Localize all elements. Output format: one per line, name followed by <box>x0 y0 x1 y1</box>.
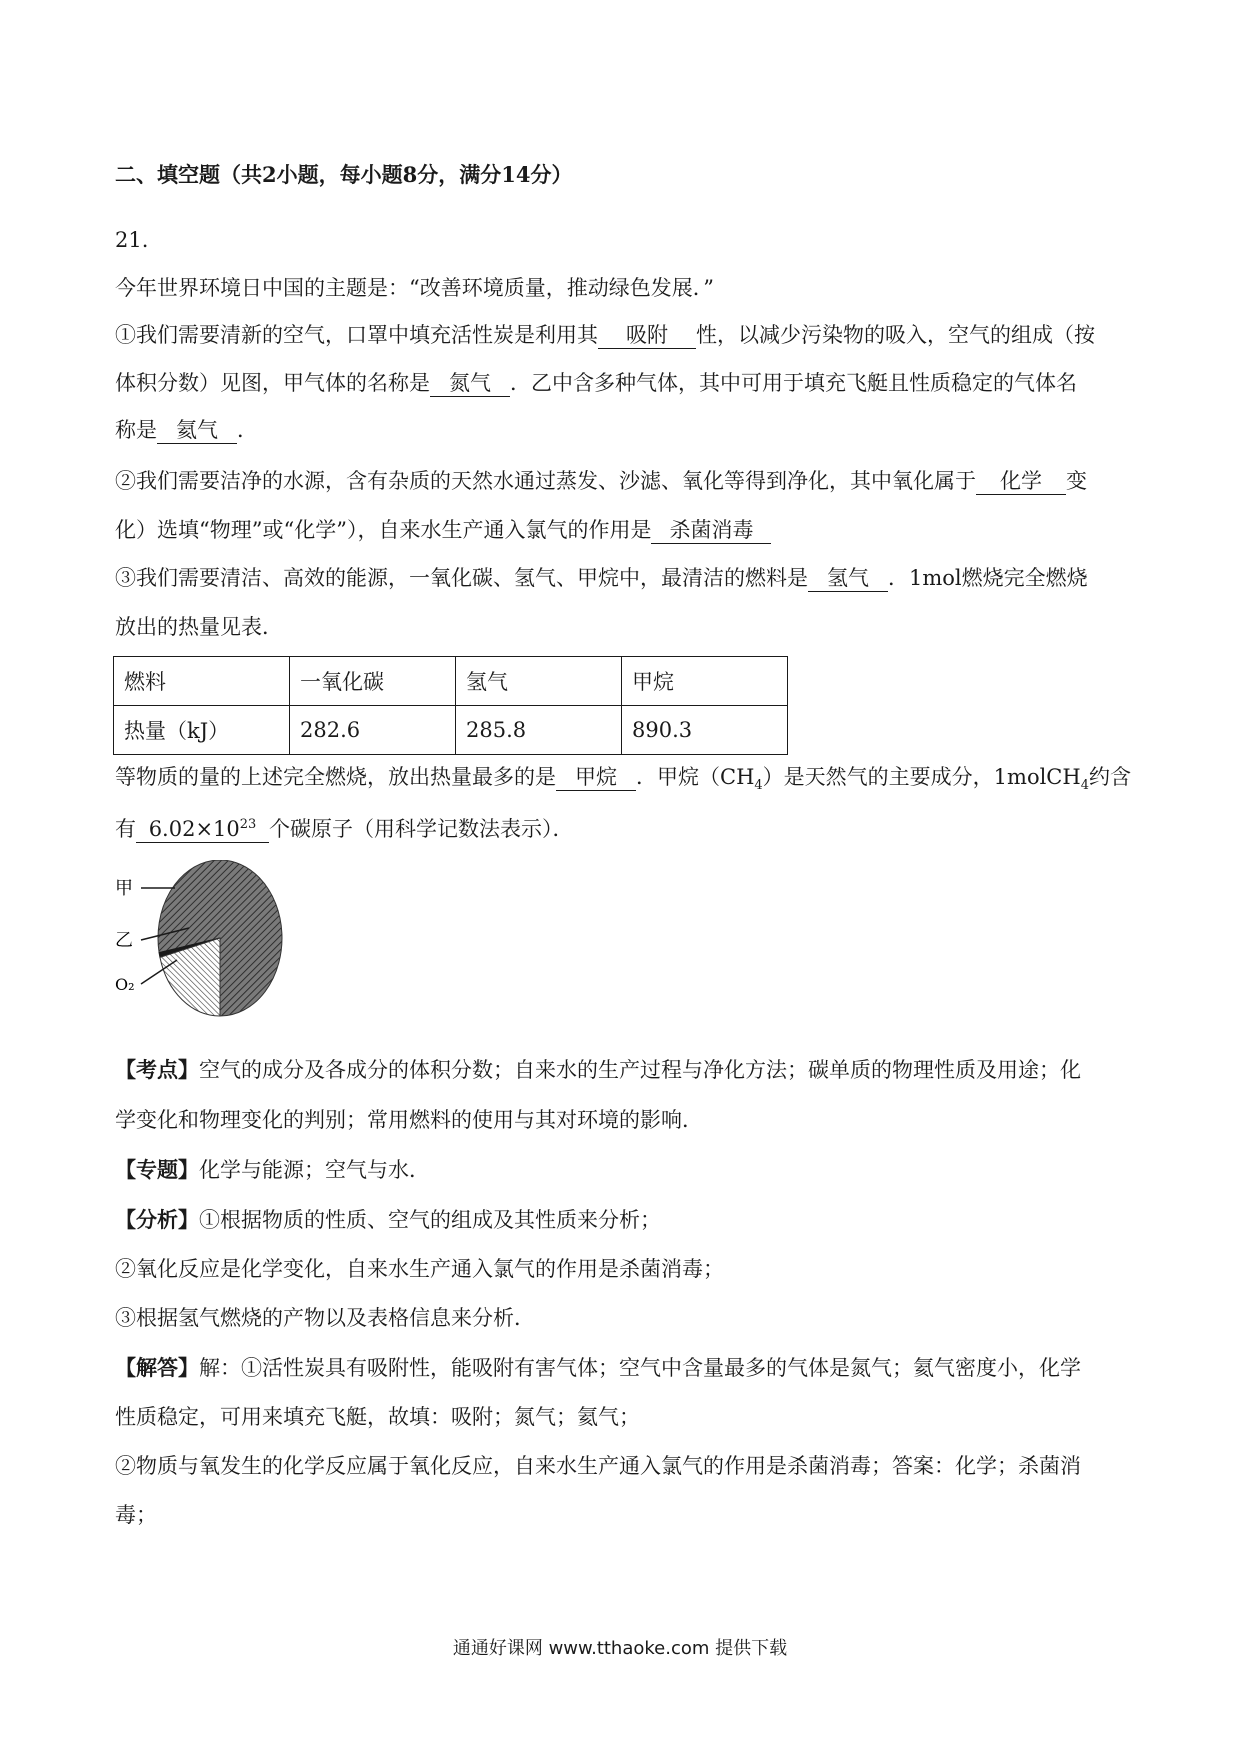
answer-blank: 氮气 <box>430 370 510 397</box>
text: 个碳原子（用科学记数法表示）． <box>269 817 574 841</box>
text: ．乙中含多种气体，其中可用于填充飞艇且性质稳定的气体名 <box>510 371 1077 395</box>
pie-label-o2: O₂ <box>115 975 135 994</box>
text: 化）选填“物理”或“化学”），自来水生产通入氯气的作用是 <box>115 518 652 542</box>
kaodian-line2: 学变化和物理变化的判别；常用燃料的使用与其对环境的影响． <box>115 1108 703 1132</box>
fenxi-line1 <box>115 1205 1125 1235</box>
text: ③我们需要清洁、高效的能源，一氧化碳、氢气、甲烷中，最清洁的燃料是 <box>115 566 808 590</box>
heat-table <box>113 656 788 755</box>
answer-blank: 氦气 <box>157 417 237 444</box>
p2-line1 <box>115 466 1125 496</box>
table-row <box>114 657 788 706</box>
tag: 【分析】 <box>115 1207 199 1232</box>
answer-blank: 吸附 <box>598 322 696 349</box>
superscript: 23 <box>239 817 257 832</box>
question-number: 21. <box>115 228 149 252</box>
answer-blank: 化学 <box>976 468 1066 495</box>
section-heading: 二、填空题（共2小题，每小题8分，满分14分） <box>115 162 573 187</box>
kaodian-line1 <box>115 1055 1125 1085</box>
table-cell: 282.6 <box>290 706 456 755</box>
table-cell: 燃料 <box>114 657 290 706</box>
p1-line2 <box>115 368 1125 398</box>
p2-line2 <box>115 515 1125 545</box>
text: ．1mol燃烧完全燃烧 <box>888 566 1088 590</box>
table-cell: 890.3 <box>622 706 788 755</box>
p3-line1 <box>115 563 1125 593</box>
text: 变 <box>1066 469 1087 493</box>
pie-label-jia: 甲 <box>115 878 133 899</box>
tag: 【解答】 <box>115 1355 199 1380</box>
fenxi-line3: ③根据氢气燃烧的产物以及表格信息来分析． <box>115 1306 535 1330</box>
table-cell: 一氧化碳 <box>290 657 456 706</box>
text: ． <box>237 418 258 442</box>
answer-blank <box>136 812 269 843</box>
text: 等物质的量的上述完全燃烧，放出热量最多的是 <box>115 765 556 789</box>
table-cell: 氢气 <box>456 657 622 706</box>
text: ①根据物质的性质、空气的组成及其性质来分析； <box>199 1208 661 1232</box>
question-intro: 今年世界环境日中国的主题是：“改善环境质量，推动绿色发展．” <box>115 276 714 300</box>
text: 性，以减少污染物的吸入，空气的组成（按 <box>696 323 1095 347</box>
jieda-line1 <box>115 1353 1125 1383</box>
p1-line3 <box>115 415 1125 445</box>
text: ②我们需要洁净的水源，含有杂质的天然水通过蒸发、沙滤、氧化等得到净化，其中氧化属于 <box>115 469 976 493</box>
text: 称是 <box>115 418 157 442</box>
zhuanti-line <box>115 1155 1125 1185</box>
pie-label-yi: 乙 <box>115 930 133 951</box>
text: 化学与能源；空气与水． <box>199 1158 430 1182</box>
subscript: 4 <box>754 778 763 794</box>
p4-line1 <box>115 762 1131 801</box>
air-composition-pie <box>115 860 285 1020</box>
table-cell: 285.8 <box>456 706 622 755</box>
text: 解：①活性炭具有吸附性，能吸附有害气体；空气中含量最多的气体是氮气；氦气密度小，化学 <box>199 1356 1081 1380</box>
text: ①我们需要清新的空气，口罩中填充活性炭是利用其 <box>115 323 598 347</box>
footer: 通通好课网 www.tthaoke.com 提供下载 <box>452 1638 788 1659</box>
p1-line1 <box>115 320 1125 350</box>
text: 空气的成分及各成分的体积分数；自来水的生产过程与净化方法；碳单质的物理性质及用途；化 <box>199 1058 1081 1082</box>
table-cell: 甲烷 <box>622 657 788 706</box>
table-cell: 热量（kJ） <box>114 706 290 755</box>
tag: 【专题】 <box>115 1157 199 1182</box>
text: 6.02×10 <box>148 817 240 841</box>
table-row <box>114 706 788 755</box>
answer-blank: 杀菌消毒 <box>651 517 771 544</box>
p3-line2: 放出的热量见表． <box>115 615 283 639</box>
answer-blank: 氢气 <box>808 565 888 592</box>
jieda-line3: ②物质与氧发生的化学反应属于氧化反应，自来水生产通入氯气的作用是杀菌消毒；答案：化学；杀菌消 <box>115 1454 1081 1478</box>
text: 约含 <box>1088 765 1131 789</box>
p4-line2 <box>115 812 1125 844</box>
jieda-line2: 性质稳定，可用来填充飞艇，故填：吸附；氮气；氦气； <box>115 1405 640 1429</box>
text: ）是天然气的主要成分，1molCH <box>762 765 1081 789</box>
fenxi-line2: ②氧化反应是化学变化，自来水生产通入氯气的作用是杀菌消毒； <box>115 1257 724 1281</box>
tag: 【考点】 <box>115 1057 199 1082</box>
subscript: 4 <box>1080 778 1089 794</box>
text: 有 <box>115 817 136 841</box>
jieda-line4: 毒； <box>115 1503 157 1527</box>
answer-blank: 甲烷 <box>556 764 636 791</box>
text: ．甲烷（CH <box>636 765 755 789</box>
text: 体积分数）见图，甲气体的名称是 <box>115 371 430 395</box>
